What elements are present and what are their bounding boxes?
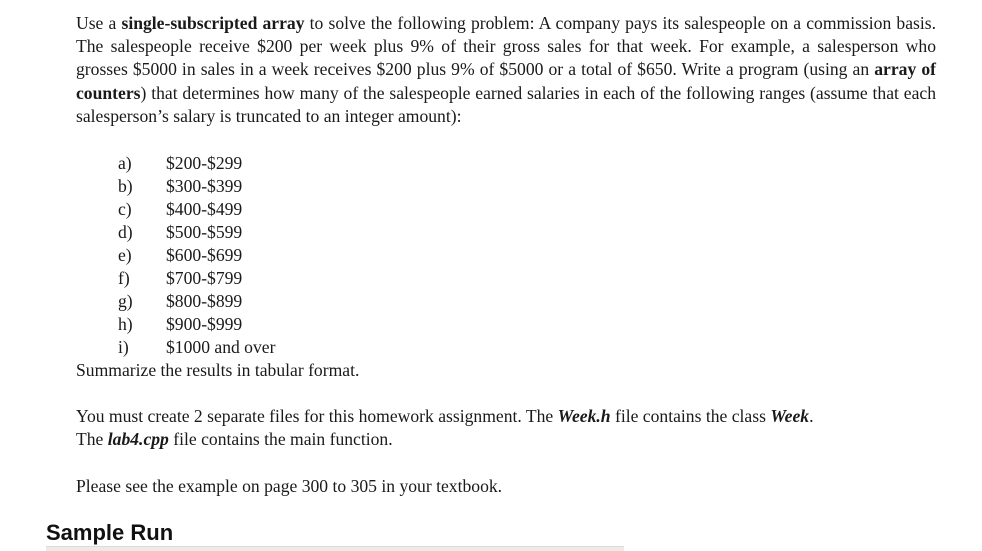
- problem-statement: [76, 12, 936, 128]
- range-letter: c): [118, 199, 132, 219]
- files-text-4: The: [76, 429, 108, 450]
- range-letter: f): [118, 268, 130, 288]
- files-text-5: file contains the main function.: [168, 429, 393, 450]
- single-subscripted-array-term: single-subscripted array: [121, 13, 305, 33]
- range-letter: g): [118, 291, 133, 311]
- range-value: $500-$599: [166, 222, 243, 242]
- range-value: $800-$899: [166, 291, 243, 311]
- files-text-3: .: [809, 406, 814, 426]
- list-item: [118, 244, 275, 267]
- week-class-name: Week: [770, 406, 810, 426]
- range-value: $400-$499: [166, 199, 243, 219]
- intro-text-3: ) that determines how many of the salespeople earned salaries in each of the following ranges (assume that each salesperson’s salary is truncated to an integer amount):: [76, 82, 936, 126]
- range-letter: a): [118, 153, 132, 173]
- range-letter: d): [118, 222, 133, 242]
- range-value: $1000 and over: [166, 337, 276, 357]
- list-item: [118, 313, 275, 336]
- files-instruction: [76, 405, 936, 451]
- array-of-counters-term: array of counters: [76, 59, 936, 103]
- sample-run-box-edge: [46, 546, 624, 551]
- lab4-cpp-filename: lab4.cpp: [107, 429, 169, 450]
- range-value: $200-$299: [166, 153, 243, 173]
- range-value: $300-$399: [166, 176, 243, 196]
- list-item: [118, 152, 275, 175]
- list-item: [118, 290, 275, 313]
- sample-run-heading: Sample Run: [46, 520, 174, 545]
- range-value: $900-$999: [166, 314, 243, 334]
- files-text-1: You must create 2 separate files for this homework assignment. The: [76, 406, 558, 426]
- textbook-note: Please see the example on page 300 to 305 in your textbook.: [76, 476, 503, 496]
- summary-instruction: Summarize the results in tabular format.: [76, 360, 360, 380]
- list-item: [118, 336, 275, 359]
- intro-text-2: to solve the following problem: A company pays its salespeople on a commission basis. The salespeople receive $200 per week plus 9% of their gross sales for that week. For example, a salesperson who grosses $5000 in sales in a week receives $200 plus 9% of $5000 or a total of $650. Write a program (using an: [76, 13, 936, 80]
- range-letter: b): [118, 176, 133, 196]
- range-value: $700-$799: [166, 268, 243, 288]
- range-letter: e): [118, 245, 132, 265]
- list-item: [118, 198, 275, 221]
- intro-text-1: Use a: [76, 13, 122, 33]
- list-item: [118, 221, 275, 244]
- range-letter: i): [118, 337, 129, 357]
- files-text-2: file contains the class: [610, 406, 771, 426]
- list-item: [118, 175, 275, 198]
- salary-range-list: [118, 152, 275, 359]
- range-letter: h): [118, 314, 133, 334]
- list-item: [118, 267, 275, 290]
- range-value: $600-$699: [166, 245, 243, 265]
- week-h-filename: Week.h: [557, 406, 611, 426]
